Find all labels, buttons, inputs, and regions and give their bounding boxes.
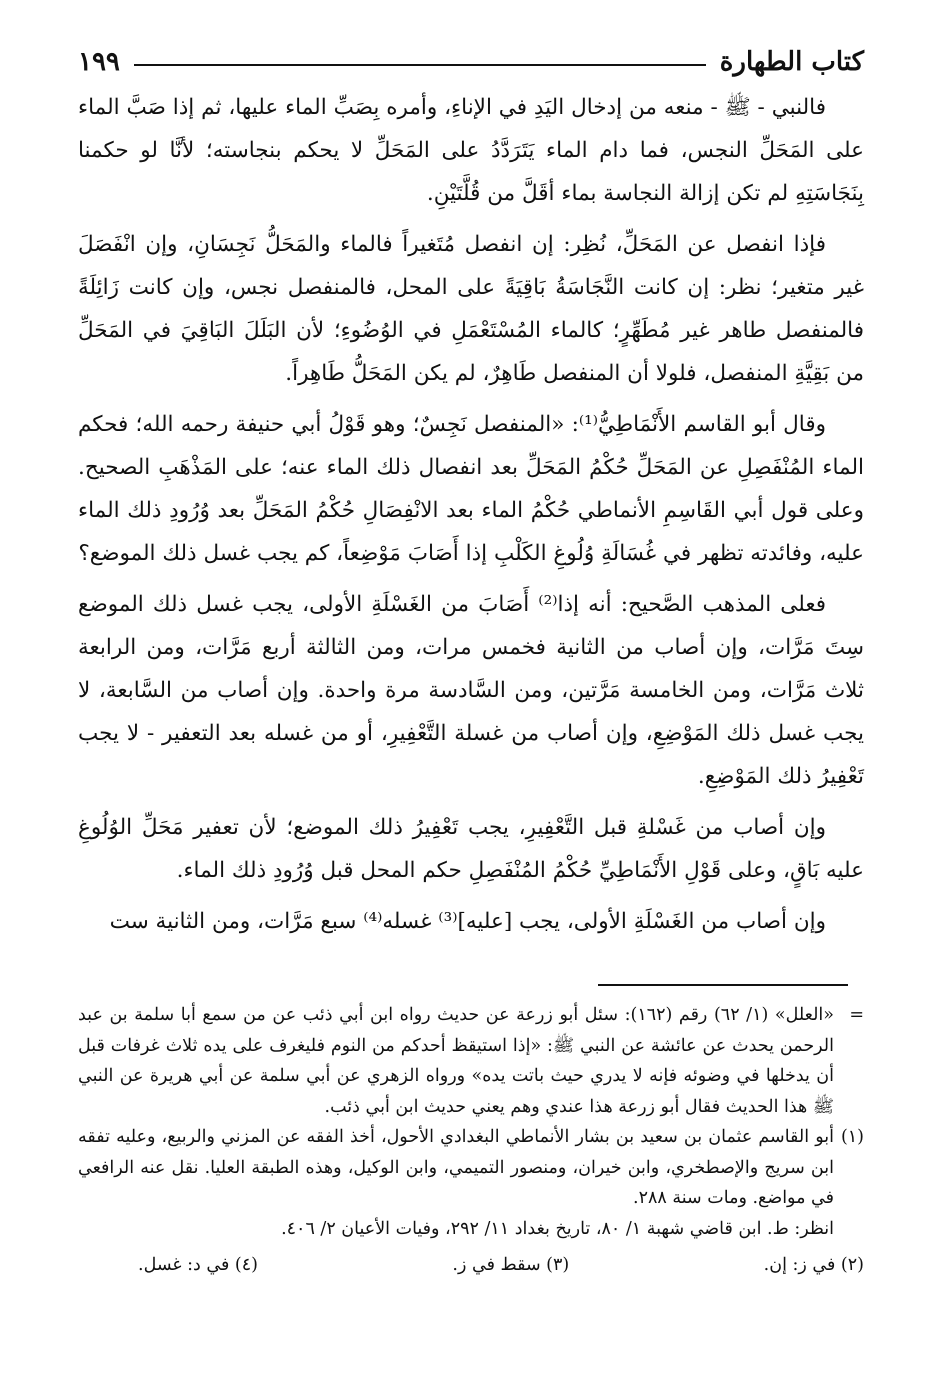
footnote-3: (٣) سقط في ز. bbox=[452, 1255, 570, 1275]
footnote-4: (٤) في د: غسل. bbox=[138, 1255, 258, 1275]
main-text bbox=[78, 86, 864, 951]
paragraph: وإن أصاب من الغَسْلَةِ الأولى، يجب [عليه]⁽³⁾ غسله⁽⁴⁾ سبع مَرَّات، ومن الثانية ست bbox=[109, 909, 826, 934]
footnote-mark: = bbox=[849, 1005, 864, 1025]
paragraph: وقال أبو القاسم الأَنْمَاطِيُّ⁽¹⁾: «المنفصل نَجِسٌ؛ وهو قَوْلُ أبي حنيفة رحمه الله؛ فحكم الماء المُنْفَصِلِ عن المَحَلِّ حُكْمُ المَحَلِّ بعد انفصال ذلك الماء عنه؛ على المَذْهَبِ الصحيح. وعلى قول أبي القَاسِمِ الأنماطي حُكْمُ الماء بعد الانْفِصَالِ حُكْمُ المَحَلِّ بعد وُرُودِ ذلك الماء عليه، وفائدته تظهر في غُسَالَةِ وُلُوغِ الكَلْبِ إذا أَصَابَ مَوْضِعاً، كم يجب غسل ذلك الموضع؟ bbox=[78, 412, 864, 566]
running-title: كتاب الطهارة bbox=[719, 47, 864, 77]
page-number: ١٩٩ bbox=[78, 47, 120, 77]
footnote-text: «العلل» (١/ ٦٢) رقم (١٦٢): سئل أبو زرعة عن حديث رواه ابن أبي ذئب عن من سمع أبا سلمة بن عبد الرحمن يحدث عن عائشة عن النبي ﷺ: «إذا استيقظ أحدكم من النوم فليغرف على يده ثلاث غرفات قبل أن يدخلها في وضوئه فإنه لا يدري حيث باتت يده» ورواه الزهري عن أبي سلمة عن أبي هريرة عن النبي ﷺ هذا الحديث فقال أبو زرعة هذا عندي وهم يعني حديث ابن أبي ذئب. bbox=[78, 1005, 835, 1117]
paragraph: وإن أصاب من غَسْلةِ قبل التَّعْفِيرِ، يجب تَعْفِيرُ ذلك الموضع؛ لأن تعفير مَحَلِّ الوُلُوغِ عليه بَاقٍ، وعلى قَوْلِ الأَنْمَاطِيِّ حُكْمُ المُنْفَصِلِ حكم المحل قبل وُرُودِ ذلك الماء. bbox=[78, 815, 864, 883]
header-rule bbox=[134, 64, 706, 66]
footnote-separator bbox=[598, 984, 848, 986]
footnotes bbox=[78, 1000, 864, 1281]
footnote-continued bbox=[78, 1000, 864, 1122]
paragraph: فعلى المذهب الصَّحيح: أنه إذا⁽²⁾ أَصَابَ من الغَسْلَةِ الأولى، يجب غسل ذلك الموضع سِتَ مَرَّات، وإن أصاب من الثانية فخمس مرات، ومن الثالثة أربع مَرَّات، ومن الرابعة ثلاث مَرَّات، ومن الخامسة مَرَّتين، ومن السَّادسة مرة واحدة. وإن أصاب من السَّابعة، لا يجب غسل ذلك المَوْضِعِ، وإن أصاب من غسلة التَّعْفِيرِ، أو من غسله بعد التعفير - لا يجب تَعْفِيرُ ذلك المَوْضِعِ. bbox=[78, 592, 864, 789]
footnote-text: أبو القاسم عثمان بن سعيد بن بشار الأنماطي البغدادي الأحول، أخذ الفقه عن المزني والربيع، وعليه تفقه ابن سريج والإصطخري، وابن خيران، ومنصور التميمي، وابن الوكيل، وهذه الطبقة العليا. نقل عنه الرافعي في مواضع. ومات سنة ٢٨٨. bbox=[78, 1127, 834, 1208]
footnote-1-refs bbox=[78, 1214, 864, 1245]
paragraph: فالنبي - ﷺ - منعه من إدخال اليَدِ في الإناءِ، وأمره بِصَبِّ الماء عليها، ثم إذا صَبَّ الماء على المَحَلِّ النجس، فما دام الماء يَتَرَدَّدُ على المَحَلِّ لا يحكم بنجاسته؛ لأنَّا لو حكمنا بِنَجَاسَتِهِ لم تكن إزالة النجاسة بماء أقَلَّ من قُلَّتَيْنِ. bbox=[78, 95, 864, 206]
page-header bbox=[78, 42, 864, 82]
paragraph: فإذا انفصل عن المَحَلِّ، نُظِر: إن انفصل مُتَغيراً فالماء والمَحَلُّ نَجِسَانِ، وإن انْفَصَلَ غير متغير؛ نظر: إن كانت النَّجَاسَةُ بَاقِيَةً على المحل، فالمنفصل نجس، وإن كانت زَائِلَةً فالمنفصل طاهر غير مُطَهِّرٍ؛ كالماء المُسْتَعْمَلِ في الوُضُوءِ؛ لأن البَلَلَ البَاقِيَ في المَحَلِّ من بَقِيَّةِ المنفصل، فلولا أن المنفصل طَاهِرٌ، لم يكن المَحَلُّ طَاهِراً. bbox=[78, 232, 864, 386]
short-footnotes bbox=[78, 1244, 864, 1281]
footnote-mark: (١) bbox=[840, 1127, 864, 1147]
footnote-2: (٢) في ز: إن. bbox=[763, 1255, 864, 1275]
footnote-references: انظر: ط. ابن قاضي شهبة ١/ ٨٠، تاريخ بغداد ١١/ ٢٩٢، وفيات الأعيان ٢/ ٤٠٦. bbox=[281, 1218, 834, 1239]
footnote-1 bbox=[78, 1122, 864, 1214]
